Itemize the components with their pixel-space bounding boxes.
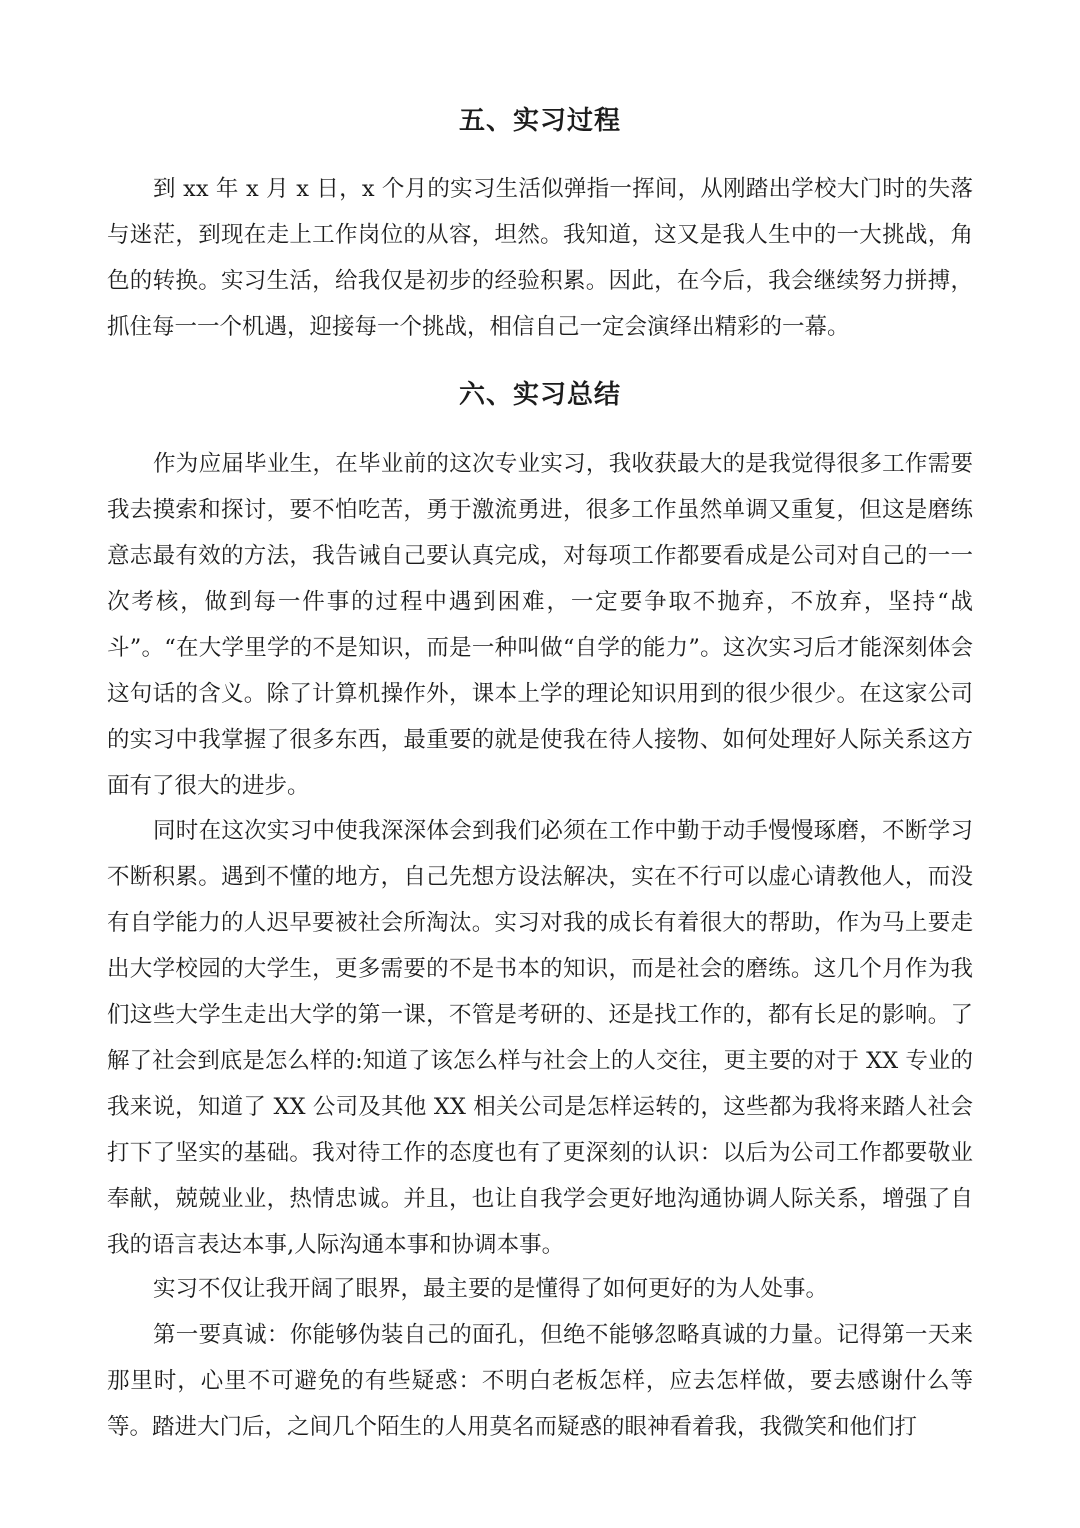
paragraph-summary-3: 实习不仅让我开阔了眼界，最主要的是懂得了如何更好的为人处事。 xyxy=(153,1276,829,1302)
paragraph-summary-4: 第一要真诚：你能够伪装自己的面孔，但绝不能够忽略真诚的力量。记得第一天来那里时，心里不可避免的有些疑惑：不明白老板怎样，应去怎样做，要去感谢什么等等。踏进大门后，之间几个陌生的人用莫名而疑惑的眼神看着我，我微笑和他们打 xyxy=(107,1322,973,1440)
paragraph-internship-process: 到 xx 年 x 月 x 日，x 个月的实习生活似弹指一挥间，从刚踏出学校大门时的失落与迷茫，到现在走上工作岗位的从容，坦然。我知道，这又是我人生中的一大挑战，角色的转换。实习生活，给我仅是初步的经验积累。因此，在今后，我会继续努力拼搏，抓住每一一个机遇，迎接每一个挑战，相信自己一定会演绎出精彩的一幕。 xyxy=(107,176,973,340)
paragraph-summary-2: 同时在这次实习中使我深深体会到我们必须在工作中勤于动手慢慢琢磨，不断学习不断积累。遇到不懂的地方，自己先想方设法解决，实在不行可以虚心请教他人，而没有自学能力的人迟早要被社会所淘汰。实习对我的成长有着很大的帮助，作为马上要走出大学校园的大学生，更多需要的不是书本的知识，而是社会的磨练。这几个月作为我们这些大学生走出大学的第一课，不管是考研的、还是找工作的，都有长足的影响。了解了社会到底是怎么样的:知道了该怎么样与社会上的人交往，更主要的对于 XX 专业的我来说，知道了 XX 公司及其他 XX 相关公司是怎样运转的，这些都为我将来踏人社会打下了坚实的基础。我对待工作的态度也有了更深刻的认识：以后为公司工作都要敬业奉献，兢兢业业，热情忠诚。并且，也让自我学会更好地沟通协调人际关系，增强了自我的语言表达本事,人际沟通本事和协调本事。 xyxy=(107,818,973,1258)
paragraph-summary-1: 作为应届毕业生，在毕业前的这次专业实习，我收获最大的是我觉得很多工作需要我去摸索和探讨，要不怕吃苦，勇于激流勇进，很多工作虽然单调又重复，但这是磨练意志最有效的方法，我告诫自己要认真完成，对每项工作都要看成是公司对自己的一一次考核，做到每一件事的过程中遇到困难，一定要争取不抛弃，不放弃，坚持“战斗”。“在大学里学的不是知识，而是一种叫做“自学的能力”。这次实习后才能深刻体会这句话的含义。除了计算机操作外，课本上学的理论知识用到的很少很少。在这家公司的实习中我掌握了很多东西，最重要的就是使我在待人接物、如何处理好人际关系这方面有了很大的进步。 xyxy=(107,451,973,799)
section-heading-internship-process: 五、实习过程 xyxy=(458,106,621,136)
section-heading-internship-summary: 六、实习总结 xyxy=(458,380,621,410)
